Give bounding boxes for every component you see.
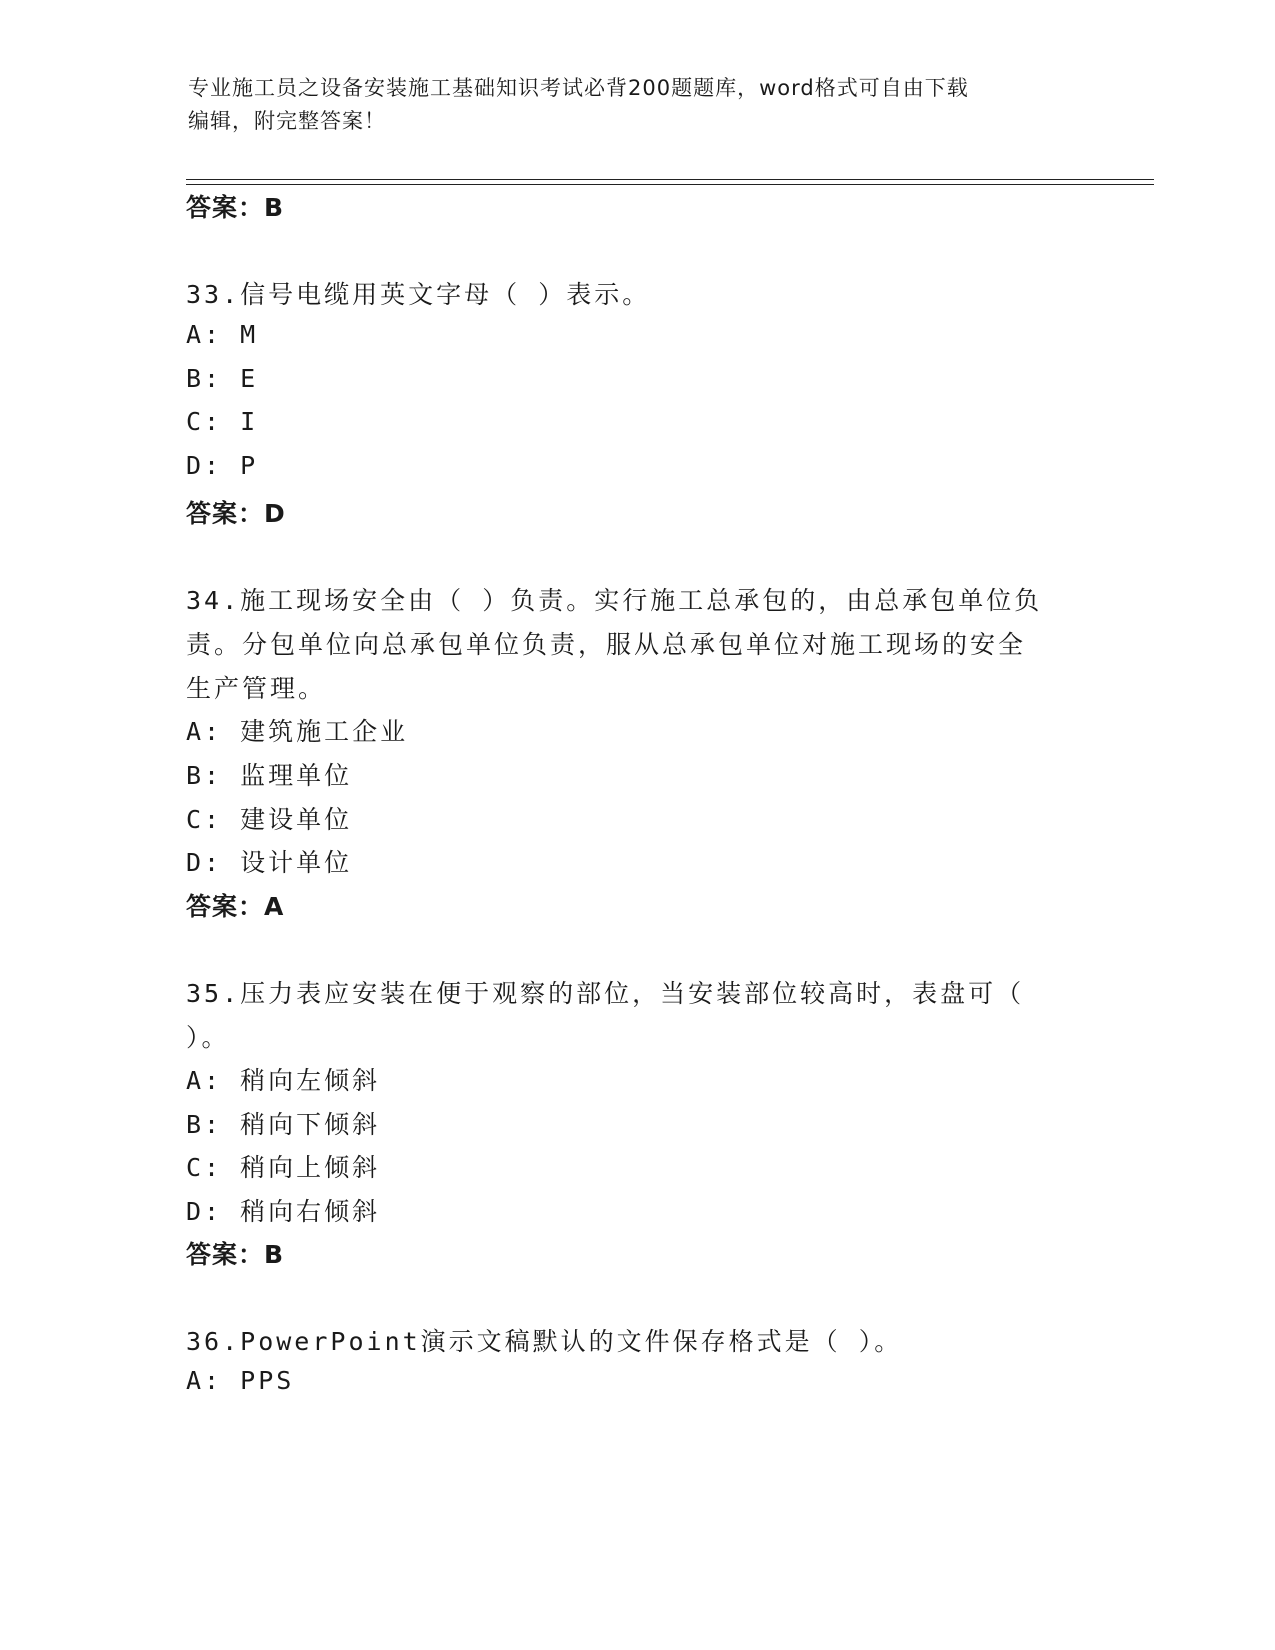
- header-divider-top: [186, 179, 1154, 180]
- q33-option-c: C: I: [186, 407, 259, 436]
- q34-stem-line-1: 34.施工现场安全由（ ）负责。实行施工总承包的，由总承包单位负: [186, 586, 1043, 615]
- q34-option-d: D: 设计单位: [186, 848, 353, 877]
- q34-stem-line-3: 生产管理。: [186, 674, 327, 703]
- header-divider-bottom: [186, 184, 1154, 185]
- q34-option-c: C: 建设单位: [186, 805, 353, 834]
- document-header: [188, 72, 1088, 138]
- header-line-2: 编辑，附完整答案！: [188, 109, 386, 133]
- q33-answer: 答案：D: [186, 499, 286, 528]
- q36-stem: 36.PowerPoint演示文稿默认的文件保存格式是（ ）。: [186, 1327, 903, 1356]
- previous-answer: 答案：B: [186, 193, 285, 222]
- header-line-1: 专业施工员之设备安装施工基础知识考试必背200题题库，word格式可自由下载: [188, 76, 969, 100]
- q33-option-b: B: E: [186, 364, 259, 393]
- q33-option-d: D: P: [186, 451, 259, 480]
- q34-answer: 答案：A: [186, 892, 285, 921]
- q35-stem-line-2: ）。: [186, 1023, 230, 1052]
- q35-option-b: B: 稍向下倾斜: [186, 1110, 381, 1139]
- q34-option-b: B: 监理单位: [186, 761, 353, 790]
- q34-option-a: A: 建筑施工企业: [186, 717, 409, 746]
- q33-stem: 33.信号电缆用英文字母（ ）表示。: [186, 280, 651, 309]
- q35-stem-line-1: 35.压力表应安装在便于观察的部位，当安装部位较高时，表盘可（: [186, 979, 1025, 1008]
- q36-option-a: A: PPS: [186, 1366, 295, 1395]
- q33-option-a: A: M: [186, 320, 259, 349]
- q35-answer: 答案：B: [186, 1240, 285, 1269]
- q35-option-a: A: 稍向左倾斜: [186, 1066, 381, 1095]
- q34-stem-line-2: 责。分包单位向总承包单位负责，服从总承包单位对施工现场的安全: [186, 630, 1027, 659]
- q35-option-c: C: 稍向上倾斜: [186, 1153, 381, 1182]
- q35-option-d: D: 稍向右倾斜: [186, 1197, 381, 1226]
